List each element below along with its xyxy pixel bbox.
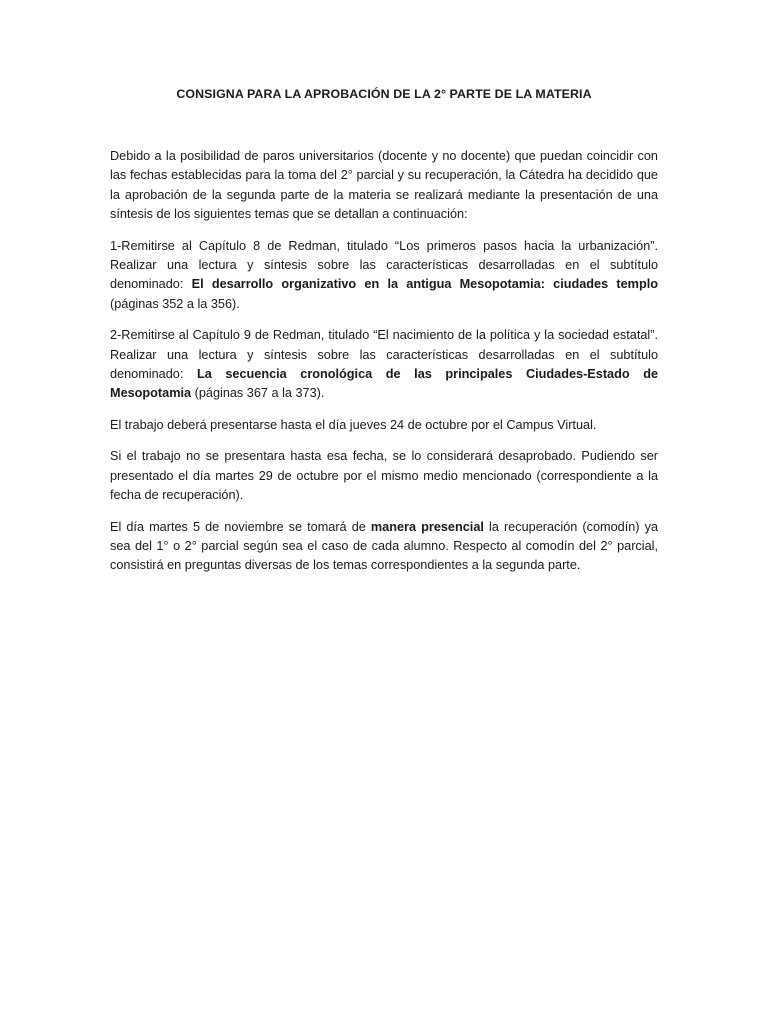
item-2-text: 2-Remitirse al Capítulo 9 de Redman, titulado “El nacimiento de la política y la sociedad estatal”. Realizar una lectura y síntesis sobre las características desarrolladas en el subtítulo denominado:	[110, 328, 658, 382]
paragraph-item-1	[110, 237, 658, 315]
paragraph-recovery	[110, 518, 658, 576]
item-2-subtitle: La secuencia cronológica de las principales Ciudades-Estado de Mesopotamia	[110, 367, 658, 401]
paragraph-intro: Debido a la posibilidad de paros universitarios (docente y no docente) que puedan coincidir con las fechas establecidas para la toma del 2° parcial y su recuperación, la Cátedra ha decidido que la aprobación de la segunda parte de la materia se realizará mediante la presentación de una síntesis de los siguientes temas que se detallan a continuación:	[110, 149, 658, 222]
document-body	[110, 147, 658, 588]
paragraph-deadline: El trabajo deberá presentarse hasta el día jueves 24 de octubre por el Campus Virtual.	[110, 417, 597, 432]
recovery-text-start: El día martes 5 de noviembre se tomará de	[110, 519, 371, 534]
item-2-pages: (páginas 367 a la 373).	[191, 386, 325, 401]
item-1-subtitle: El desarrollo organizativo en la antigua Mesopotamia: ciudades templo	[191, 277, 658, 292]
page-title: CONSIGNA PARA LA APROBACIÓN DE LA 2° PARTE DE LA MATERIA	[176, 87, 592, 101]
item-1-text: 1-Remitirse al Capítulo 8 de Redman, titulado “Los primeros pasos hacia la urbanización”. Realizar una lectura y síntesis sobre las características desarrolladas en el subtítulo denominado:	[110, 238, 658, 292]
paragraph-late-submission: Si el trabajo no se presentara hasta esa fecha, se lo considerará desaprobado. Pudiendo ser presentado el día martes 29 de octubre por el mismo medio mencionado (correspondiente a la fecha de recuperación).	[110, 449, 658, 503]
recovery-text-end: la recuperación (comodín) ya sea del 1° o 2° parcial según sea el caso de cada alumno. Respecto al comodín del 2° parcial, consistirá en preguntas diversas de los temas correspondientes a la segunda parte.	[110, 519, 658, 573]
paragraph-item-2	[110, 326, 658, 404]
recovery-mode: manera presencial	[370, 519, 484, 534]
item-1-pages: (páginas 352 a la 356).	[110, 296, 240, 311]
